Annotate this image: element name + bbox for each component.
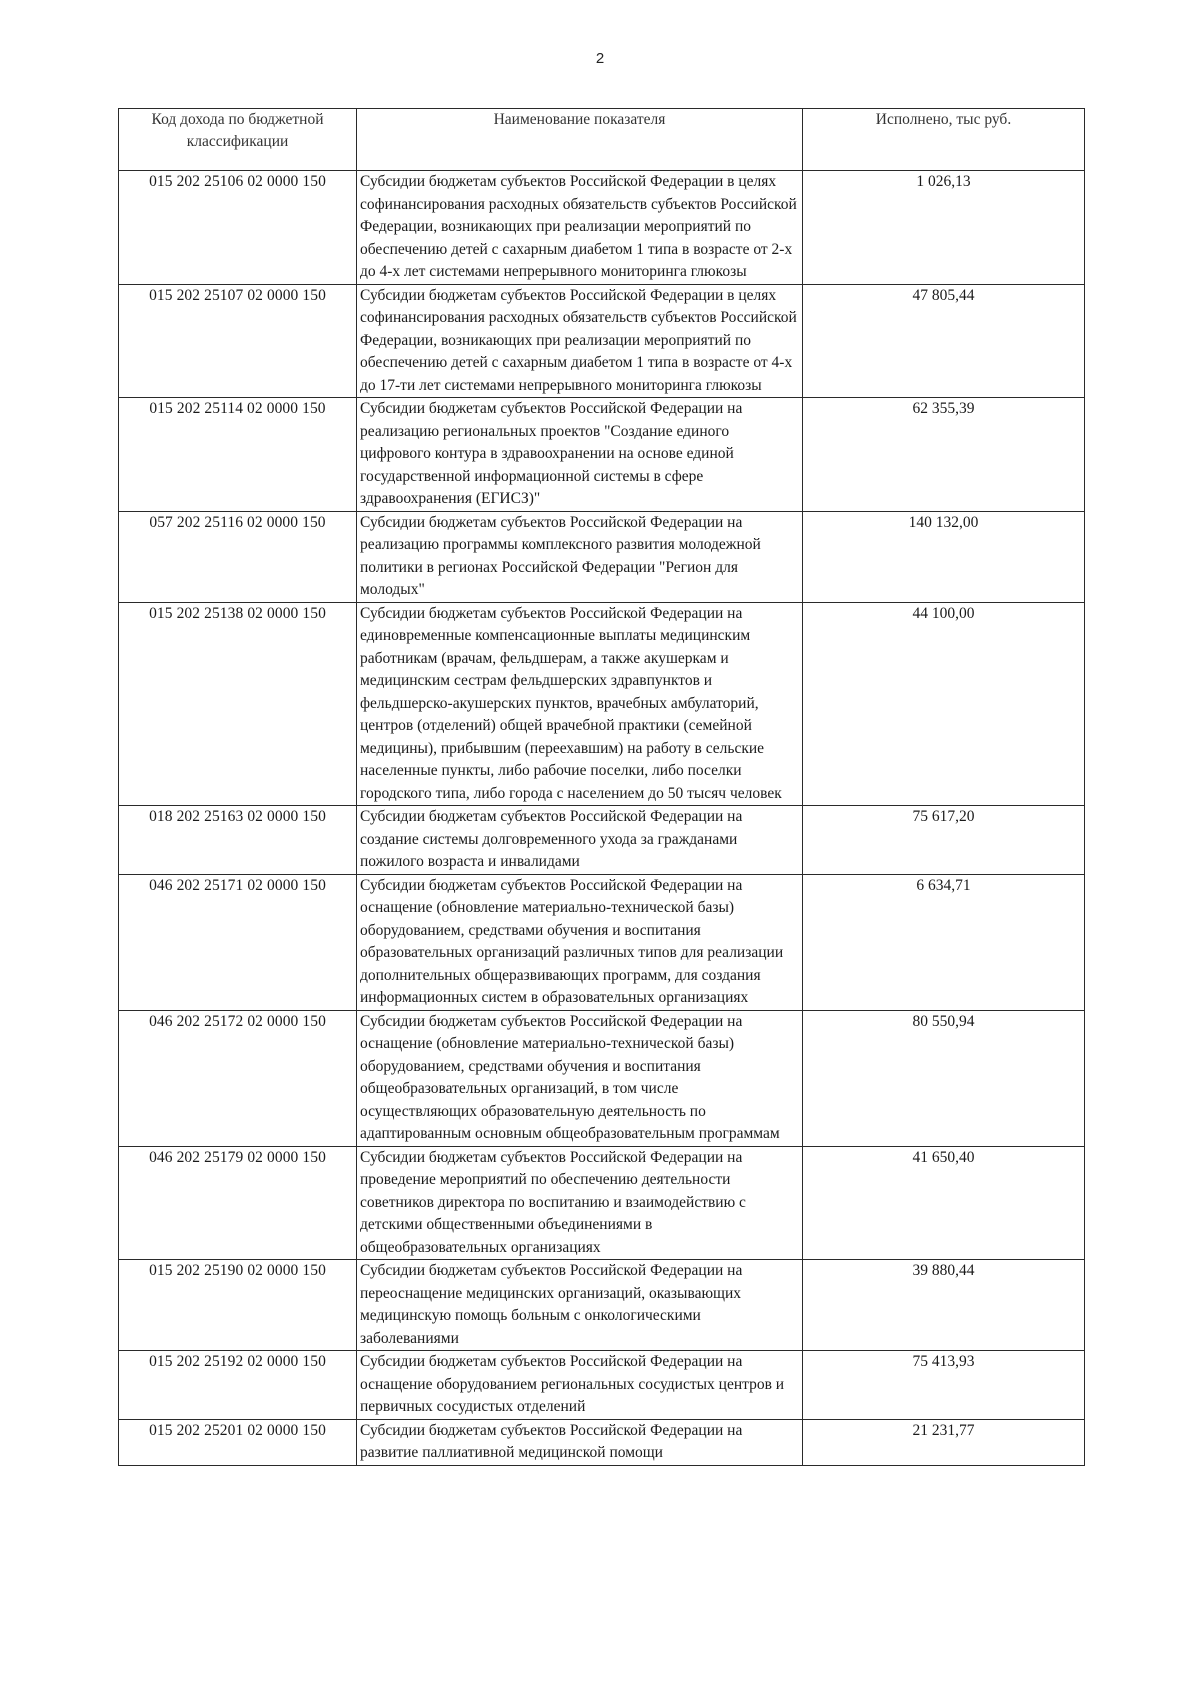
revenue-table [118, 108, 1085, 1466]
indicator-name: Субсидии бюджетам субъектов Российской Федерации на проведение мероприятий по обеспечению деятельности советников директора по воспитанию и взаимодействию с детскими общественными объединениями в общеобразовательных организациях [357, 1146, 803, 1260]
table-header-row [119, 109, 1085, 171]
revenue-code: 057 202 25116 02 0000 150 [119, 511, 357, 602]
executed-amount: 47 805,44 [803, 284, 1085, 398]
revenue-code: 015 202 25106 02 0000 150 [119, 171, 357, 285]
executed-amount: 39 880,44 [803, 1260, 1085, 1351]
executed-amount: 1 026,13 [803, 171, 1085, 285]
table-row [119, 1260, 1085, 1351]
indicator-name: Субсидии бюджетам субъектов Российской Федерации в целях софинансирования расходных обязательств субъектов Российской Федерации, возникающих при реализации мероприятий по обеспечению детей с сахарным диабетом 1 типа в возрасте от 4-х до 17-ти лет системами непрерывного мониторинга глюкозы [357, 284, 803, 398]
executed-amount: 44 100,00 [803, 602, 1085, 806]
executed-amount: 62 355,39 [803, 398, 1085, 512]
indicator-name: Субсидии бюджетам субъектов Российской Федерации в целях софинансирования расходных обязательств субъектов Российской Федерации, возникающих при реализации мероприятий по обеспечению детей с сахарным диабетом 1 типа в возрасте от 2-х до 4-х лет системами непрерывного мониторинга глюкозы [357, 171, 803, 285]
indicator-name: Субсидии бюджетам субъектов Российской Федерации на переоснащение медицинских организаций, оказывающих медицинскую помощь больным с онкологическими заболеваниями [357, 1260, 803, 1351]
executed-amount: 21 231,77 [803, 1419, 1085, 1465]
revenue-code: 015 202 25190 02 0000 150 [119, 1260, 357, 1351]
indicator-name: Субсидии бюджетам субъектов Российской Федерации на создание системы долговременного ухода за гражданами пожилого возраста и инвалидами [357, 806, 803, 875]
executed-amount: 75 617,20 [803, 806, 1085, 875]
table-row [119, 806, 1085, 875]
table-row [119, 1351, 1085, 1420]
executed-amount: 75 413,93 [803, 1351, 1085, 1420]
header-amount: Исполнено, тыс руб. [803, 109, 1085, 171]
table-row [119, 1010, 1085, 1146]
indicator-name: Субсидии бюджетам субъектов Российской Федерации на оснащение оборудованием региональных сосудистых центров и первичных сосудистых отделений [357, 1351, 803, 1420]
table-row [119, 284, 1085, 398]
page-number: 2 [595, 50, 605, 67]
table-row [119, 602, 1085, 806]
indicator-name: Субсидии бюджетам субъектов Российской Федерации на реализацию программы комплексного развития молодежной политики в регионах Российской Федерации "Регион для молодых" [357, 511, 803, 602]
revenue-code: 046 202 25179 02 0000 150 [119, 1146, 357, 1260]
table-row [119, 1146, 1085, 1260]
revenue-code: 046 202 25171 02 0000 150 [119, 874, 357, 1010]
header-name: Наименование показателя [357, 109, 803, 171]
revenue-code: 015 202 25138 02 0000 150 [119, 602, 357, 806]
executed-amount: 41 650,40 [803, 1146, 1085, 1260]
table-row [119, 171, 1085, 285]
indicator-name: Субсидии бюджетам субъектов Российской Федерации на развитие паллиативной медицинской помощи [357, 1419, 803, 1465]
revenue-code: 046 202 25172 02 0000 150 [119, 1010, 357, 1146]
revenue-code: 015 202 25107 02 0000 150 [119, 284, 357, 398]
header-code: Код дохода по бюджетной классификации [119, 109, 357, 171]
indicator-name: Субсидии бюджетам субъектов Российской Федерации на реализацию региональных проектов "Создание единого цифрового контура в здравоохранении на основе единой государственной информационной системы в сфере здравоохранения (ЕГИСЗ)" [357, 398, 803, 512]
table-row [119, 1419, 1085, 1465]
executed-amount: 6 634,71 [803, 874, 1085, 1010]
table-row [119, 874, 1085, 1010]
indicator-name: Субсидии бюджетам субъектов Российской Федерации на оснащение (обновление материально-технической базы) оборудованием, средствами обучения и воспитания образовательных организаций различных типов для реализации дополнительных общеразвивающих программ, для создания информационных систем в образовательных организациях [357, 874, 803, 1010]
table-row [119, 511, 1085, 602]
revenue-code: 015 202 25192 02 0000 150 [119, 1351, 357, 1420]
revenue-code: 015 202 25201 02 0000 150 [119, 1419, 357, 1465]
indicator-name: Субсидии бюджетам субъектов Российской Федерации на оснащение (обновление материально-технической базы) оборудованием, средствами обучения и воспитания общеобразовательных организаций, в том числе осуществляющих образовательную деятельность по адаптированным основным общеобразовательным программам [357, 1010, 803, 1146]
revenue-code: 018 202 25163 02 0000 150 [119, 806, 357, 875]
table-row [119, 398, 1085, 512]
executed-amount: 140 132,00 [803, 511, 1085, 602]
executed-amount: 80 550,94 [803, 1010, 1085, 1146]
revenue-code: 015 202 25114 02 0000 150 [119, 398, 357, 512]
indicator-name: Субсидии бюджетам субъектов Российской Федерации на единовременные компенсационные выплаты медицинским работникам (врачам, фельдшерам, а также акушеркам и медицинским сестрам фельдшерских здравпунктов и фельдшерско-акушерских пунктов, врачебных амбулаторий, центров (отделений) общей врачебной практики (семейной медицины), прибывшим (переехавшим) на работу в сельские населенные пункты, либо рабочие поселки, либо поселки городского типа, либо города с населением до 50 тысяч человек [357, 602, 803, 806]
